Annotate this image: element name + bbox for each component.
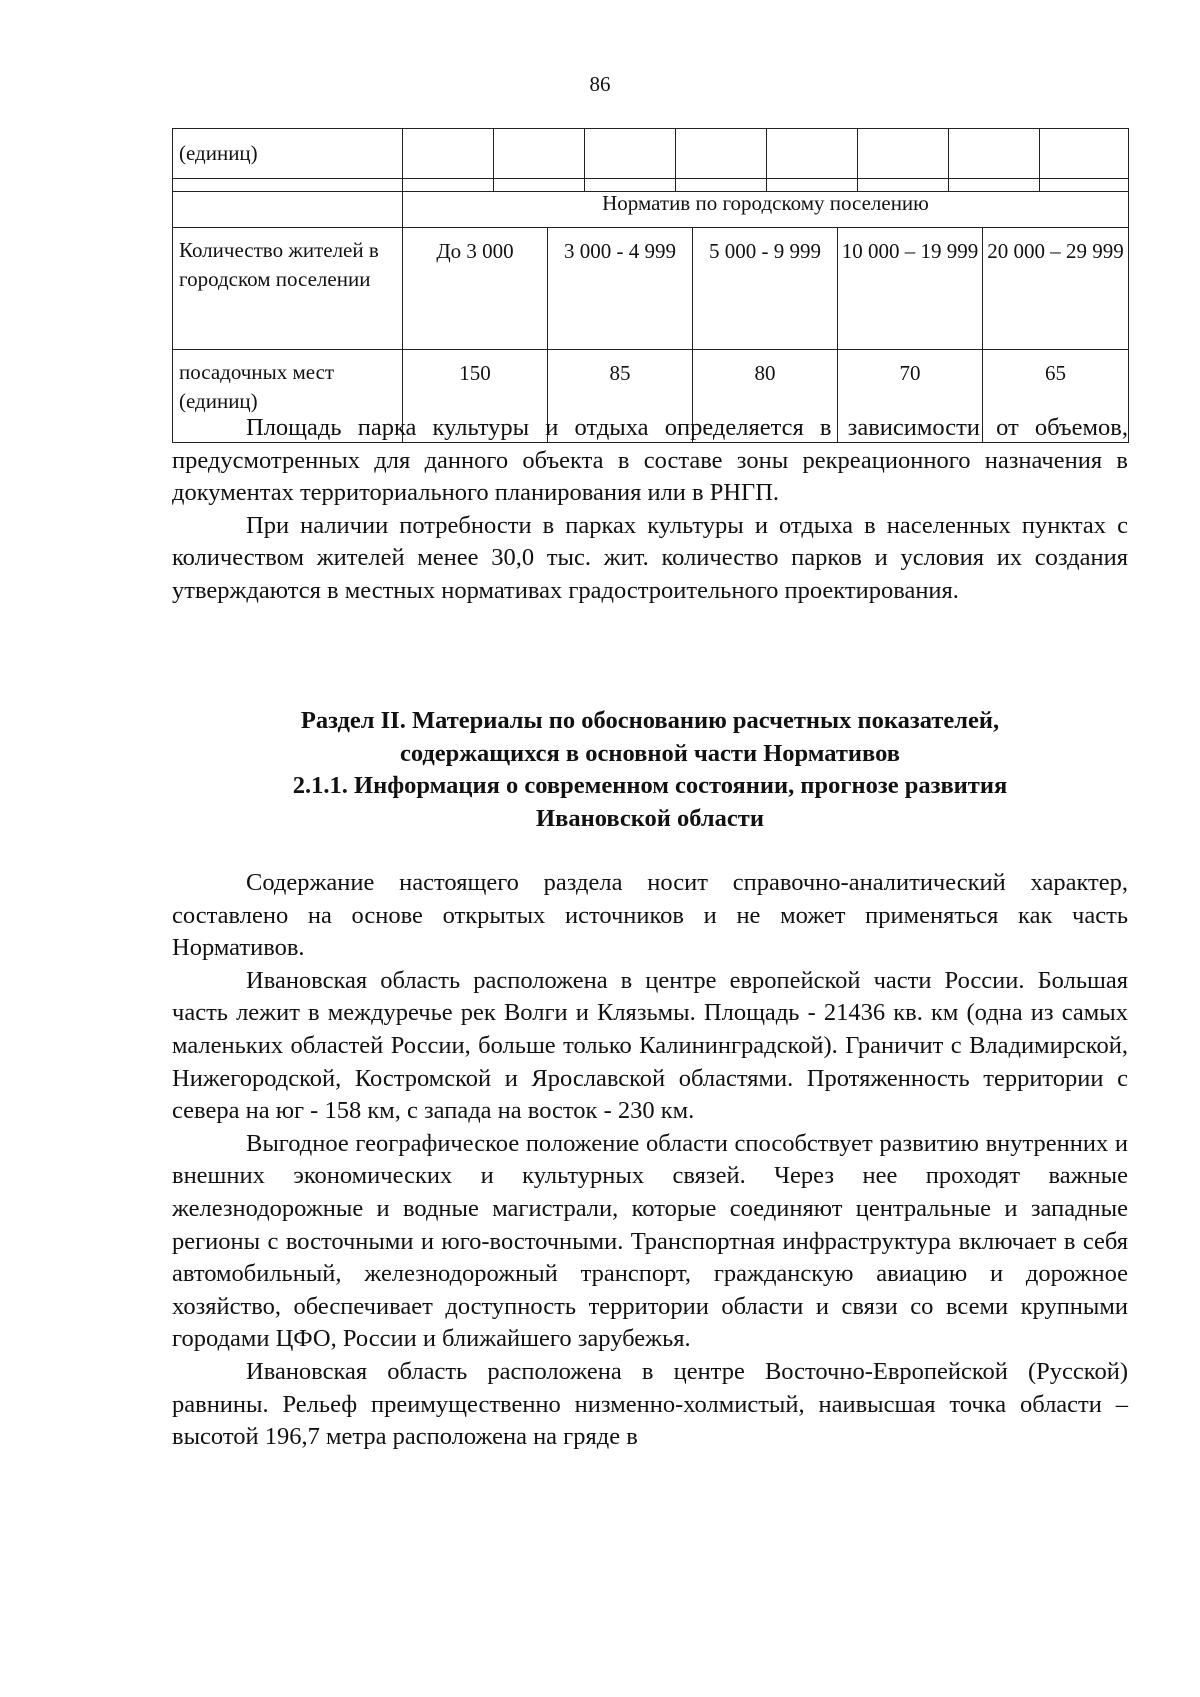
seats-cell: 85 xyxy=(548,350,693,443)
heading-line: Раздел II. Материалы по обоснованию расчетных показателей, xyxy=(300,707,1000,734)
table-cell xyxy=(173,179,403,228)
range-cell: 3 000 - 4 999 xyxy=(548,228,693,350)
range-cell: 20 000 – 29 999 xyxy=(983,228,1129,350)
paragraph: Выгодное географическое положение области способствует развитию внутренних и внешних экономических и культурных связей. Через нее проходят важные железнодорожные и водные магистрали, которые соединяют центральные и западные регионы с восточными и юго-восточными. Транспортная инфраструктура включает в себя автомобильный, железнодорожный транспорт, гражданскую авиацию и дорожное хозяйство, обеспечивает доступность территории области и связи со всеми крупными городами ЦФО, России и ближайшего зарубежья. xyxy=(172,1129,1128,1353)
paragraph: При наличии потребности в парках культуры и отдыха в населенных пунктах с количеством жителей менее 30,0 тыс. жит. количество парков и условия их создания утверждаются в местных нормативах градостроительного проектирования. xyxy=(172,511,1128,604)
text-block-top xyxy=(172,412,1128,608)
table-header: Норматив по городскому поселению xyxy=(403,179,1129,228)
seats-cell: 80 xyxy=(693,350,838,443)
seats-cell: 65 xyxy=(983,350,1129,443)
paragraph: Площадь парка культуры и отдыха определяется в зависимости от объемов, предусмотренных для данного объекта в составе зоны рекреационного назначения в документах территориального планирования или в РНГП. xyxy=(172,414,1128,507)
seats-cell: 70 xyxy=(838,350,983,443)
paragraph: Содержание настоящего раздела носит справочно-аналитический характер, составлено на основе открытых источников и не может применяться как часть Нормативов. xyxy=(172,869,1128,962)
heading-line: содержащихся в основной части Нормативов xyxy=(399,739,900,767)
table-row xyxy=(173,179,1129,228)
seats-cell: 150 xyxy=(403,350,548,443)
heading-line: 2.1.1. Информация о современном состоянии, прогнозе развития xyxy=(292,772,1008,800)
text-block-bottom xyxy=(172,867,1128,1454)
table-row xyxy=(173,228,1129,350)
norm-table xyxy=(172,178,1129,443)
row-label-seats: посадочных мест (единиц) xyxy=(173,350,403,443)
range-cell: 5 000 - 9 999 xyxy=(693,228,838,350)
paragraph: Ивановская область расположена в центре Восточно-Европейской (Русской) равнины. Рельеф преимущественно низменно-холмистый, наивысшая точка области – высотой 196,7 метра расположена на гряде в xyxy=(172,1357,1128,1451)
range-cell: До 3 000 xyxy=(403,228,548,350)
paragraph: Ивановская область расположена в центре европейской части России. Большая часть лежит в междуречье рек Волги и Клязьмы. Площадь - 21436 кв. км (одна из самых маленьких областей России, больше только Калининградской). Граничит с Владимирской, Нижегородской, Костромской и Ярославской областями. Протяженность территории с севера на юг - 158 км, с запада на восток - 230 км. xyxy=(172,966,1128,1125)
page-number: 86 xyxy=(589,72,611,96)
range-cell: 10 000 – 19 999 xyxy=(838,228,983,350)
heading-line: Ивановской области xyxy=(536,804,764,832)
row-label-residents: Количество жителей в городском поселении xyxy=(173,228,403,350)
section-heading xyxy=(172,705,1128,835)
table-cell-label: (единиц) xyxy=(173,129,403,192)
